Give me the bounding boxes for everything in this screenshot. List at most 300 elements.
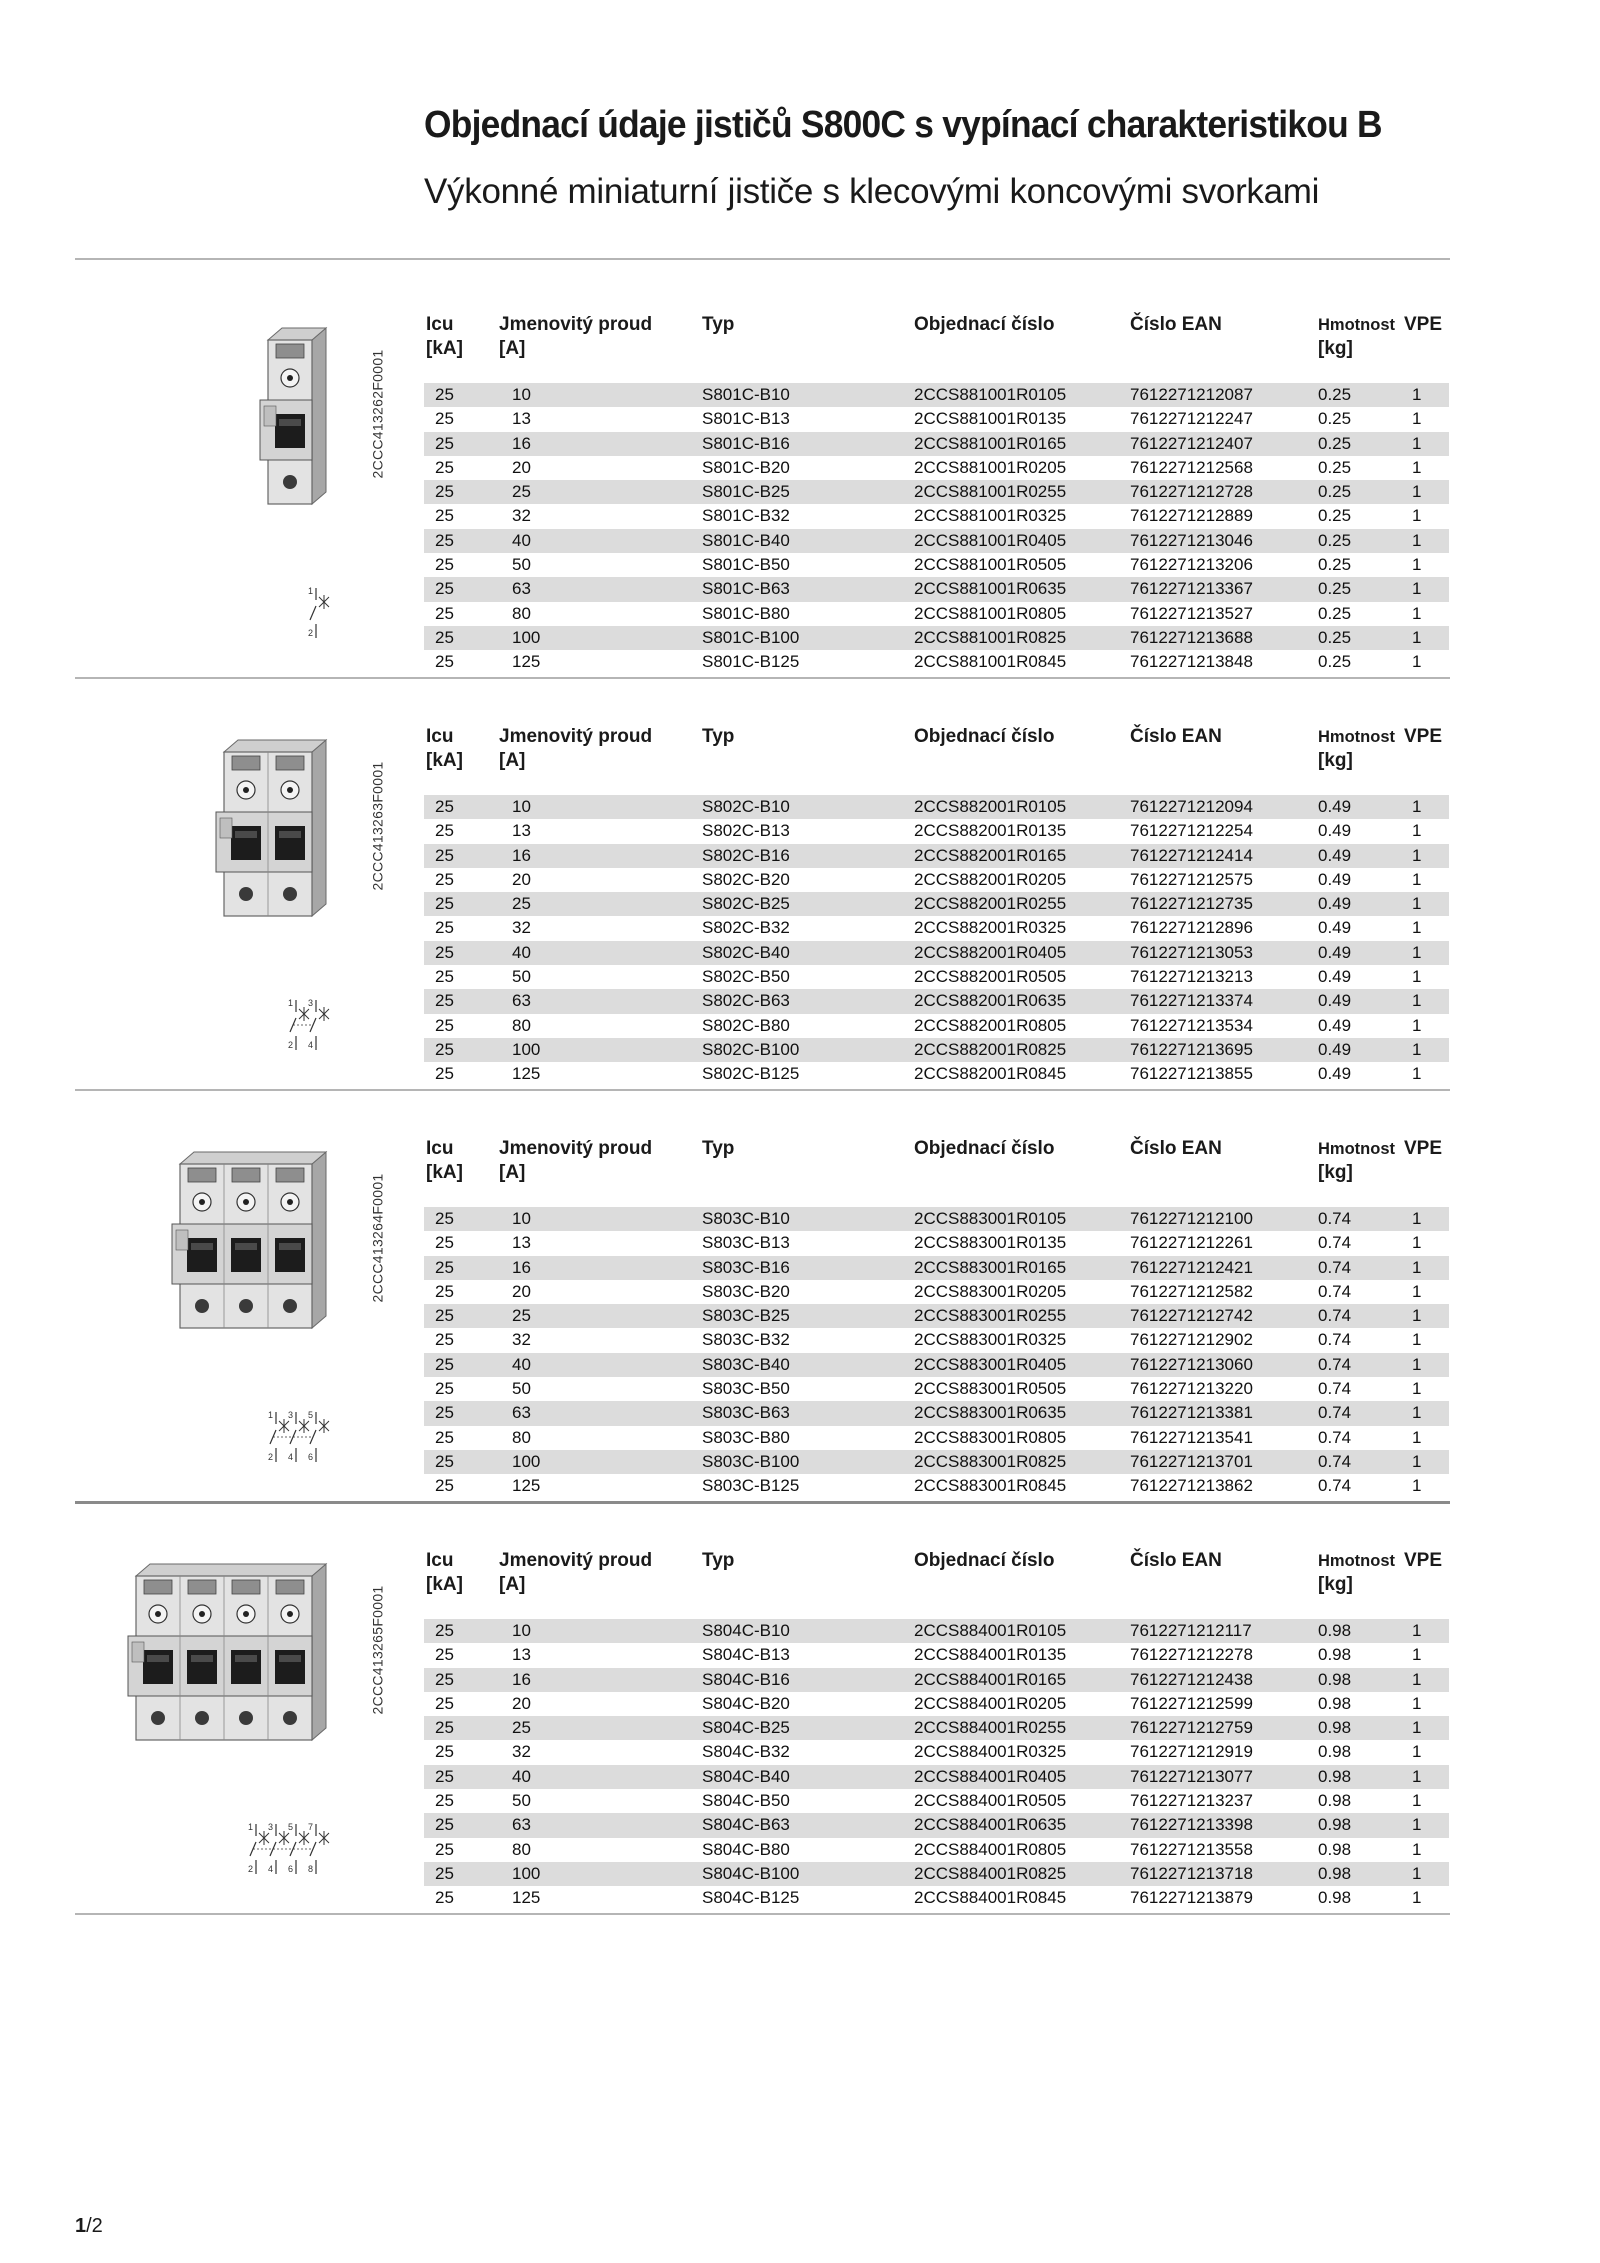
- weight-cell: 0.25: [1318, 652, 1352, 672]
- table-row: [424, 819, 1449, 843]
- vpe-cell: 1: [1412, 579, 1422, 599]
- icu-cell: 25: [435, 652, 454, 672]
- table-row: [424, 553, 1449, 577]
- ean-cell: 7612271212735: [1130, 894, 1253, 914]
- pole-label-bottom: 6: [308, 1452, 314, 1462]
- current-cell: 40: [512, 1354, 531, 1374]
- weight-cell: 0.98: [1318, 1766, 1352, 1786]
- vpe-cell: 1: [1412, 942, 1422, 962]
- icu-cell: 25: [435, 1718, 454, 1738]
- type-cell: S803C-B13: [702, 1233, 790, 1253]
- current-cell: 16: [512, 845, 531, 865]
- ean-cell: 7612271213220: [1130, 1379, 1253, 1399]
- pole-label-top: 3: [288, 1410, 294, 1420]
- table-row: [424, 650, 1449, 674]
- type-cell: S801C-B10: [702, 385, 790, 404]
- weight-cell: 0.25: [1318, 385, 1352, 404]
- schematic-symbol: [262, 1406, 350, 1471]
- order-number-cell: 2CCS881001R0505: [914, 555, 1067, 575]
- order-number-cell: 2CCS883001R0845: [914, 1476, 1067, 1496]
- table-row: [424, 1328, 1449, 1352]
- type-cell: S801C-B13: [702, 409, 790, 429]
- column-header-type: Typ: [702, 1138, 735, 1159]
- weight-cell: 0.49: [1318, 918, 1352, 938]
- order-number-cell: 2CCS883001R0165: [914, 1257, 1067, 1277]
- vpe-cell: 1: [1412, 1233, 1422, 1253]
- image-code: [363, 726, 393, 926]
- breaker-photo-icon: [210, 722, 352, 932]
- icu-cell: 25: [435, 1403, 454, 1423]
- weight-cell: 0.98: [1318, 1863, 1352, 1883]
- pole-label-bottom: 4: [268, 1864, 274, 1874]
- current-cell: 100: [512, 1863, 541, 1883]
- product-section: [0, 726, 1600, 1116]
- current-cell: 32: [512, 506, 531, 526]
- type-cell: S801C-B20: [702, 457, 790, 477]
- breaker-photo: [166, 1134, 352, 1349]
- ean-cell: 7612271212919: [1130, 1742, 1253, 1762]
- ean-cell: 7612271213855: [1130, 1064, 1253, 1084]
- ean-cell: 7612271212254: [1130, 821, 1253, 841]
- weight-cell: 0.25: [1318, 409, 1352, 429]
- column-unit-icu_unit: [kA]: [426, 338, 463, 359]
- type-cell: S804C-B80: [702, 1839, 790, 1859]
- breaker-schematic-icon: [242, 1818, 350, 1878]
- pole-label-top: 3: [308, 998, 314, 1008]
- weight-cell: 0.98: [1318, 1718, 1352, 1738]
- weight-cell: 0.74: [1318, 1476, 1352, 1496]
- ean-cell: 7612271212742: [1130, 1306, 1253, 1326]
- order-number-cell: 2CCS882001R0505: [914, 967, 1067, 987]
- type-cell: S801C-B25: [702, 482, 790, 502]
- icu-cell: 25: [435, 1015, 454, 1035]
- breaker-photo: [254, 310, 352, 525]
- column-unit-current_unit: [A]: [499, 1574, 526, 1595]
- order-number-cell: 2CCS884001R0405: [914, 1766, 1067, 1786]
- pole-label-top: 1: [308, 586, 314, 596]
- table-row: [424, 602, 1449, 626]
- ean-cell: 7612271213879: [1130, 1888, 1253, 1908]
- type-cell: S803C-B63: [702, 1403, 790, 1423]
- icu-cell: 25: [435, 1476, 454, 1496]
- icu-cell: 25: [435, 918, 454, 938]
- vpe-cell: 1: [1412, 1742, 1422, 1762]
- icu-cell: 25: [435, 967, 454, 987]
- order-number-cell: 2CCS884001R0635: [914, 1815, 1067, 1835]
- ean-cell: 7612271212407: [1130, 433, 1253, 453]
- vpe-cell: 1: [1412, 1039, 1422, 1059]
- table-row: [424, 1474, 1449, 1498]
- icu-cell: 25: [435, 797, 454, 816]
- weight-cell: 0.25: [1318, 579, 1352, 599]
- current-cell: 50: [512, 555, 531, 575]
- current-cell: 100: [512, 1451, 541, 1471]
- vpe-cell: 1: [1412, 1379, 1422, 1399]
- ean-cell: 7612271213077: [1130, 1766, 1253, 1786]
- current-cell: 50: [512, 967, 531, 987]
- vpe-cell: 1: [1412, 433, 1422, 453]
- column-header-vpe: VPE: [1404, 1550, 1443, 1571]
- icu-cell: 25: [435, 579, 454, 599]
- vpe-cell: 1: [1412, 1621, 1422, 1640]
- order-number-cell: 2CCS881001R0805: [914, 603, 1067, 623]
- icu-cell: 25: [435, 1281, 454, 1301]
- ean-cell: 7612271212902: [1130, 1330, 1253, 1350]
- type-cell: S802C-B40: [702, 942, 790, 962]
- order-number-cell: 2CCS882001R0135: [914, 821, 1067, 841]
- vpe-cell: 1: [1412, 894, 1422, 914]
- current-cell: 80: [512, 603, 531, 623]
- current-cell: 125: [512, 1888, 541, 1908]
- order-number-cell: 2CCS883001R0325: [914, 1330, 1067, 1350]
- column-header-type: Typ: [702, 1550, 735, 1571]
- type-cell: S801C-B32: [702, 506, 790, 526]
- icu-cell: 25: [435, 627, 454, 647]
- table-row: [424, 1062, 1449, 1086]
- pole-label-bottom: 4: [308, 1040, 314, 1050]
- ean-cell: 7612271213206: [1130, 555, 1253, 575]
- vpe-cell: 1: [1412, 603, 1422, 623]
- section-divider: [75, 1089, 1450, 1091]
- ean-cell: 7612271213718: [1130, 1863, 1253, 1883]
- order-number-cell: 2CCS881001R0255: [914, 482, 1067, 502]
- order-number-cell: 2CCS882001R0805: [914, 1015, 1067, 1035]
- weight-cell: 0.49: [1318, 967, 1352, 987]
- current-cell: 25: [512, 1306, 531, 1326]
- order-number-cell: 2CCS881001R0205: [914, 457, 1067, 477]
- type-cell: S802C-B125: [702, 1064, 800, 1084]
- weight-cell: 0.74: [1318, 1281, 1352, 1301]
- table-row: [424, 1886, 1449, 1910]
- column-header-current: Jmenovitý proud: [499, 314, 653, 335]
- current-cell: 100: [512, 627, 541, 647]
- type-cell: S801C-B16: [702, 433, 790, 453]
- weight-cell: 0.74: [1318, 1403, 1352, 1423]
- current-cell: 50: [512, 1791, 531, 1811]
- ean-cell: 7612271212117: [1130, 1621, 1252, 1640]
- column-header-current: Jmenovitý proud: [499, 1550, 653, 1571]
- order-number-cell: 2CCS884001R0135: [914, 1645, 1067, 1665]
- type-cell: S803C-B40: [702, 1354, 790, 1374]
- column-header-weight: Hmotnost: [1318, 1140, 1395, 1158]
- weight-cell: 0.74: [1318, 1379, 1352, 1399]
- type-cell: S803C-B25: [702, 1306, 790, 1326]
- vpe-cell: 1: [1412, 652, 1422, 672]
- table-row: [424, 795, 1449, 819]
- icu-cell: 25: [435, 1766, 454, 1786]
- icu-cell: 25: [435, 991, 454, 1011]
- icu-cell: 25: [435, 821, 454, 841]
- order-number-cell: 2CCS882001R0845: [914, 1064, 1067, 1084]
- current-cell: 10: [512, 1621, 531, 1640]
- ean-cell: 7612271213060: [1130, 1354, 1253, 1374]
- column-unit-weight_unit: [kg]: [1318, 750, 1353, 771]
- icu-cell: 25: [435, 1233, 454, 1253]
- icu-cell: 25: [435, 1669, 454, 1689]
- product-section: [0, 314, 1600, 704]
- order-number-cell: 2CCS883001R0805: [914, 1427, 1067, 1447]
- schematic-symbol: [282, 994, 350, 1059]
- weight-cell: 0.74: [1318, 1427, 1352, 1447]
- table-row: [424, 504, 1449, 528]
- ean-cell: 7612271212087: [1130, 385, 1253, 404]
- weight-cell: 0.49: [1318, 991, 1352, 1011]
- type-cell: S804C-B125: [702, 1888, 800, 1908]
- order-number-cell: 2CCS882001R0405: [914, 942, 1067, 962]
- current-cell: 25: [512, 1718, 531, 1738]
- current-cell: 16: [512, 1669, 531, 1689]
- top-divider: [75, 258, 1450, 260]
- order-table: [424, 1207, 1449, 1499]
- schematic-symbol: [302, 582, 350, 647]
- image-code-text: 2CCC413265F0001: [370, 1585, 386, 1715]
- weight-cell: 0.25: [1318, 627, 1352, 647]
- current-cell: 10: [512, 797, 531, 816]
- type-cell: S804C-B25: [702, 1718, 790, 1738]
- column-unit-weight_unit: [kg]: [1318, 338, 1353, 359]
- icu-cell: 25: [435, 1379, 454, 1399]
- ean-cell: 7612271213046: [1130, 530, 1253, 550]
- type-cell: S802C-B10: [702, 797, 790, 816]
- column-unit-icu_unit: [kA]: [426, 750, 463, 771]
- order-number-cell: 2CCS882001R0205: [914, 869, 1067, 889]
- vpe-cell: 1: [1412, 1718, 1422, 1738]
- column-header-ean: Číslo EAN: [1130, 1550, 1222, 1571]
- type-cell: S804C-B10: [702, 1621, 790, 1640]
- breaker-photo-icon: [166, 1134, 352, 1344]
- ean-cell: 7612271213701: [1130, 1451, 1253, 1471]
- table-row: [424, 868, 1449, 892]
- type-cell: S804C-B63: [702, 1815, 790, 1835]
- weight-cell: 0.25: [1318, 482, 1352, 502]
- current-cell: 80: [512, 1427, 531, 1447]
- weight-cell: 0.25: [1318, 457, 1352, 477]
- order-number-cell: 2CCS884001R0325: [914, 1742, 1067, 1762]
- icu-cell: 25: [435, 457, 454, 477]
- table-row: [424, 1426, 1449, 1450]
- current-cell: 20: [512, 457, 531, 477]
- icu-cell: 25: [435, 385, 454, 404]
- current-cell: 63: [512, 1815, 531, 1835]
- type-cell: S801C-B50: [702, 555, 790, 575]
- column-header-vpe: VPE: [1404, 1138, 1443, 1159]
- vpe-cell: 1: [1412, 530, 1422, 550]
- column-unit-current_unit: [A]: [499, 750, 526, 771]
- icu-cell: 25: [435, 555, 454, 575]
- schematic-symbol: [242, 1818, 350, 1883]
- weight-cell: 0.74: [1318, 1451, 1352, 1471]
- breaker-photo-icon: [254, 310, 352, 520]
- ean-cell: 7612271212100: [1130, 1209, 1253, 1228]
- table-row: [424, 1038, 1449, 1062]
- pole-label-top: 1: [288, 998, 294, 1008]
- icu-cell: 25: [435, 506, 454, 526]
- icu-cell: 25: [435, 845, 454, 865]
- ean-cell: 7612271213534: [1130, 1015, 1253, 1035]
- pole-label-top: 5: [288, 1822, 294, 1832]
- vpe-cell: 1: [1412, 797, 1422, 816]
- table-row: [424, 1014, 1449, 1038]
- vpe-cell: 1: [1412, 991, 1422, 1011]
- pole-label-bottom: 8: [308, 1864, 314, 1874]
- icu-cell: 25: [435, 1839, 454, 1859]
- order-number-cell: 2CCS884001R0505: [914, 1791, 1067, 1811]
- vpe-cell: 1: [1412, 869, 1422, 889]
- order-table: [424, 795, 1449, 1087]
- current-cell: 125: [512, 1476, 541, 1496]
- weight-cell: 0.74: [1318, 1306, 1352, 1326]
- vpe-cell: 1: [1412, 1403, 1422, 1423]
- weight-cell: 0.25: [1318, 603, 1352, 623]
- image-code: [363, 1138, 393, 1338]
- product-section: [0, 1550, 1600, 1940]
- vpe-cell: 1: [1412, 409, 1422, 429]
- table-row: [424, 1231, 1449, 1255]
- current-cell: 20: [512, 1693, 531, 1713]
- weight-cell: 0.49: [1318, 1064, 1352, 1084]
- current-cell: 32: [512, 1330, 531, 1350]
- image-code-text: 2CCC413262F0001: [370, 349, 386, 479]
- ean-cell: 7612271213398: [1130, 1815, 1253, 1835]
- column-header-type: Typ: [702, 314, 735, 335]
- vpe-cell: 1: [1412, 1015, 1422, 1035]
- column-header-icu: Icu: [426, 726, 454, 747]
- ean-cell: 7612271212421: [1130, 1257, 1253, 1277]
- vpe-cell: 1: [1412, 918, 1422, 938]
- column-header-icu: Icu: [426, 1138, 454, 1159]
- icu-cell: 25: [435, 1039, 454, 1059]
- page-number-current: 1: [75, 2215, 87, 2237]
- type-cell: S802C-B50: [702, 967, 790, 987]
- column-header-current: Jmenovitý proud: [499, 726, 653, 747]
- column-header-vpe: VPE: [1404, 314, 1443, 335]
- ean-cell: 7612271212599: [1130, 1693, 1253, 1713]
- column-header-weight: Hmotnost: [1318, 316, 1395, 334]
- current-cell: 20: [512, 1281, 531, 1301]
- icu-cell: 25: [435, 1257, 454, 1277]
- table-row: [424, 1838, 1449, 1862]
- order-number-cell: 2CCS882001R0325: [914, 918, 1067, 938]
- ean-cell: 7612271212889: [1130, 506, 1253, 526]
- column-header-order: Objednací číslo: [914, 314, 1055, 335]
- column-unit-weight_unit: [kg]: [1318, 1162, 1353, 1183]
- table-row: [424, 1377, 1449, 1401]
- ean-cell: 7612271213381: [1130, 1403, 1253, 1423]
- table-row: [424, 432, 1449, 456]
- column-header-type: Typ: [702, 726, 735, 747]
- weight-cell: 0.49: [1318, 894, 1352, 914]
- table-row: [424, 1862, 1449, 1886]
- pole-label-top: 1: [248, 1822, 254, 1832]
- order-number-cell: 2CCS881001R0825: [914, 627, 1067, 647]
- pole-label-bottom: 4: [288, 1452, 294, 1462]
- vpe-cell: 1: [1412, 482, 1422, 502]
- vpe-cell: 1: [1412, 821, 1422, 841]
- ean-cell: 7612271213237: [1130, 1791, 1253, 1811]
- pole-label-bottom: 2: [288, 1040, 294, 1050]
- icu-cell: 25: [435, 482, 454, 502]
- vpe-cell: 1: [1412, 1693, 1422, 1713]
- weight-cell: 0.98: [1318, 1815, 1352, 1835]
- weight-cell: 0.74: [1318, 1209, 1352, 1228]
- weight-cell: 0.49: [1318, 845, 1352, 865]
- type-cell: S803C-B100: [702, 1451, 800, 1471]
- breaker-schematic-icon: [262, 1406, 350, 1466]
- type-cell: S804C-B32: [702, 1742, 790, 1762]
- order-number-cell: 2CCS883001R0255: [914, 1306, 1067, 1326]
- current-cell: 40: [512, 530, 531, 550]
- order-number-cell: 2CCS882001R0165: [914, 845, 1067, 865]
- column-header-ean: Číslo EAN: [1130, 726, 1222, 747]
- type-cell: S801C-B100: [702, 627, 800, 647]
- type-cell: S803C-B16: [702, 1257, 790, 1277]
- type-cell: S803C-B20: [702, 1281, 790, 1301]
- type-cell: S804C-B20: [702, 1693, 790, 1713]
- table-row: [424, 1789, 1449, 1813]
- current-cell: 80: [512, 1839, 531, 1859]
- order-table: [424, 383, 1449, 675]
- order-number-cell: 2CCS882001R0105: [914, 797, 1067, 816]
- ean-cell: 7612271213367: [1130, 579, 1253, 599]
- icu-cell: 25: [435, 1330, 454, 1350]
- type-cell: S802C-B16: [702, 845, 790, 865]
- order-number-cell: 2CCS883001R0635: [914, 1403, 1067, 1423]
- table-row: [424, 916, 1449, 940]
- icu-cell: 25: [435, 1451, 454, 1471]
- table-row: [424, 1668, 1449, 1692]
- current-cell: 50: [512, 1379, 531, 1399]
- current-cell: 20: [512, 869, 531, 889]
- page-title: Objednací údaje jističů S800C s vypínací charakteristikou B: [424, 104, 1382, 146]
- table-row: [424, 965, 1449, 989]
- vpe-cell: 1: [1412, 1476, 1422, 1496]
- ean-cell: 7612271212278: [1130, 1645, 1253, 1665]
- column-header-vpe: VPE: [1404, 726, 1443, 747]
- column-header-weight: Hmotnost: [1318, 1552, 1395, 1570]
- ean-cell: 7612271212094: [1130, 797, 1253, 816]
- order-number-cell: 2CCS883001R0205: [914, 1281, 1067, 1301]
- image-code: [363, 314, 393, 514]
- section-divider: [75, 1501, 1450, 1504]
- pole-label-top: 7: [308, 1822, 314, 1832]
- vpe-cell: 1: [1412, 627, 1422, 647]
- weight-cell: 0.25: [1318, 433, 1352, 453]
- table-row: [424, 1353, 1449, 1377]
- order-number-cell: 2CCS883001R0405: [914, 1354, 1067, 1374]
- table-row: [424, 529, 1449, 553]
- ean-cell: 7612271212247: [1130, 409, 1253, 429]
- column-header-order: Objednací číslo: [914, 1138, 1055, 1159]
- current-cell: 13: [512, 1645, 531, 1665]
- type-cell: S802C-B32: [702, 918, 790, 938]
- breaker-photo: [122, 1546, 352, 1761]
- type-cell: S803C-B50: [702, 1379, 790, 1399]
- pole-label-bottom: 2: [268, 1452, 274, 1462]
- icu-cell: 25: [435, 1888, 454, 1908]
- type-cell: S804C-B50: [702, 1791, 790, 1811]
- current-cell: 63: [512, 991, 531, 1011]
- order-number-cell: 2CCS881001R0105: [914, 385, 1067, 404]
- order-number-cell: 2CCS881001R0405: [914, 530, 1067, 550]
- ean-cell: 7612271212261: [1130, 1233, 1253, 1253]
- vpe-cell: 1: [1412, 967, 1422, 987]
- icu-cell: 25: [435, 530, 454, 550]
- column-header-order: Objednací číslo: [914, 726, 1055, 747]
- vpe-cell: 1: [1412, 1888, 1422, 1908]
- vpe-cell: 1: [1412, 1863, 1422, 1883]
- icu-cell: 25: [435, 409, 454, 429]
- weight-cell: 0.49: [1318, 1039, 1352, 1059]
